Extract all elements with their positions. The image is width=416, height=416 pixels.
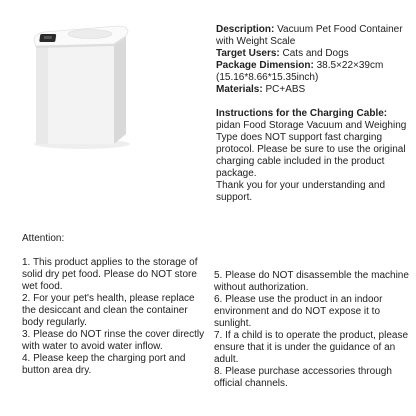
attention-item-7: 7. If a child is to operate the product, please ensure that it is under the guidance of an adult.: [214, 330, 409, 365]
attention-title: Attention:: [22, 233, 65, 244]
charging-cable-instructions: [216, 108, 412, 204]
description-row: [216, 24, 412, 48]
charging-cable-thanks: Thank you for your understanding and support.: [216, 180, 385, 203]
materials-label: Materials:: [216, 84, 263, 95]
target-users-row: [216, 48, 412, 60]
attention-item-5: 5. Please do NOT disassemble the machine without authorization.: [214, 270, 409, 293]
description-value: Vacuum Pet Food Container with Weight Scale: [216, 24, 403, 47]
attention-item-1: 1. This product applies to the storage of solid dry pet food. Please do NOT store wet food.: [22, 257, 198, 292]
charging-cable-body: pidan Food Storage Vacuum and Weighing Type does NOT support fast charging protocol. Please be sure to use the original charging cable included in the product package.: [216, 120, 407, 179]
target-users-value: Cats and Dogs: [282, 48, 349, 59]
package-dimension-label: Package Dimension:: [216, 60, 314, 71]
attention-list-right: [214, 270, 410, 390]
attention-item-4: 4. Please keep the charging port and button area dry.: [22, 353, 186, 376]
product-image: [22, 22, 132, 152]
attention-item-2: 2. For your pet's health, please replace the desiccant and clean the container body regularly.: [22, 293, 195, 328]
attention-item-8: 8. Please purchase accessories through official channels.: [214, 366, 392, 389]
package-dimension-row: [216, 60, 412, 84]
materials-row: [216, 84, 412, 96]
description-label: Description:: [216, 24, 275, 35]
charging-cable-heading: Instructions for the Charging Cable:: [216, 108, 388, 119]
materials-value: PC+ABS: [265, 84, 306, 95]
target-users-label: Target Users:: [216, 48, 280, 59]
package-dimension-value: 38.5×22×39cm (15.16*8.66*15.35inch): [216, 60, 384, 83]
food-container-illustration: [22, 22, 132, 152]
product-specs: [216, 24, 412, 204]
attention-list-left: [22, 257, 208, 377]
attention-item-3: 3. Please do NOT rinse the cover directly with water to avoid water inflow.: [22, 329, 205, 352]
attention-item-6: 6. Please use the product in an indoor environment and do NOT expose it to sunlight.: [214, 294, 383, 329]
